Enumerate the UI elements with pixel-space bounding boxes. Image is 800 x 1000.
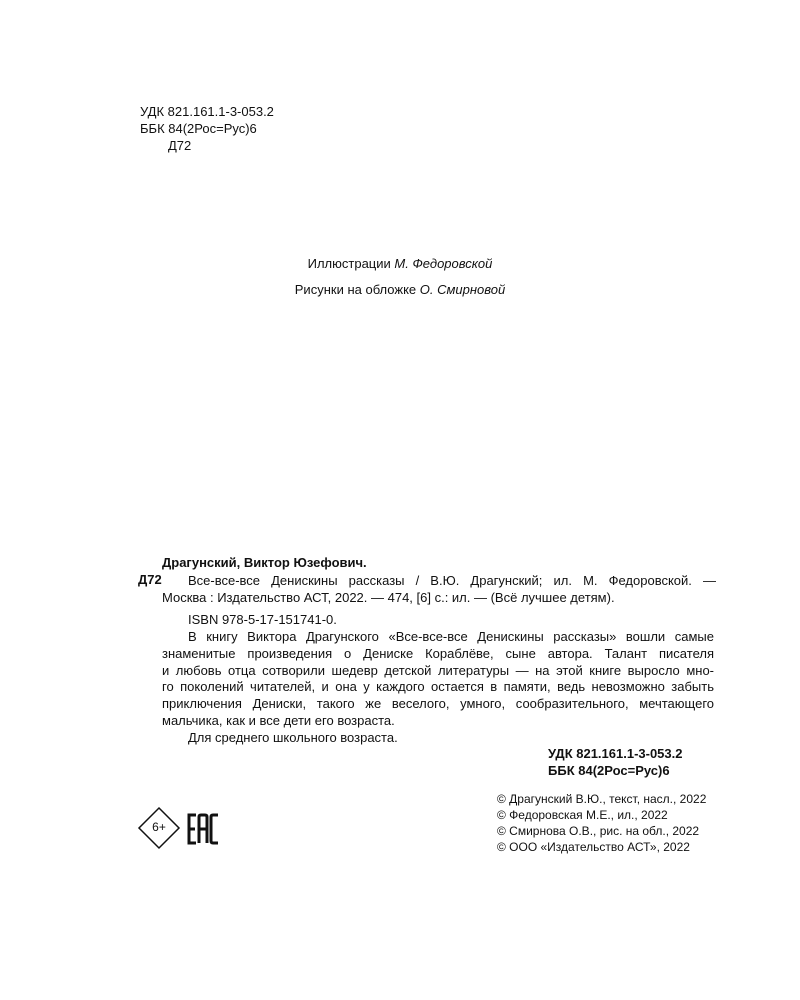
annotation-line: приключения Дениски, такого же веселого, умного, сообразительного, мечтающего	[162, 696, 714, 712]
udk-code: УДК 821.161.1-3-053.2	[140, 104, 274, 119]
cover-credit	[0, 282, 800, 297]
cover-label: Рисунки на обложке	[294, 282, 417, 297]
catalog-code: Д72	[138, 572, 162, 587]
cover-name: О. Смирновой	[419, 282, 506, 297]
eac-mark	[187, 813, 223, 845]
copyright-line: © ООО «Издательство АСТ», 2022	[497, 840, 690, 854]
annotation-line: го поколений читателей, и она у каждого остается в памяти, ведь невозможно забыть	[162, 679, 714, 695]
copyright-line: © Федоровская М.Е., ил., 2022	[497, 808, 668, 822]
copyright-block	[497, 791, 706, 855]
catalog-description-2	[162, 589, 716, 606]
annotation-line: и любовь отца сотворили шедевр детской литературы — на этой книге выросло мно-	[162, 662, 714, 678]
age-rating-badge	[137, 806, 181, 850]
illustrations-credit	[0, 256, 800, 271]
age-note: Для среднего школьного возраста.	[188, 729, 398, 745]
annotation-line: знаменитые произведения о Дениске Кораблёве, сыне автора. Талант писателя	[162, 645, 714, 661]
catalog-line-1: Все-все-все Денискины рассказы / В.Ю. Драгунский; ил. М. Федоровской. —	[188, 573, 716, 588]
bbk-code: ББК 84(2Рос=Рус)6	[140, 121, 257, 136]
copyright-line: © Драгунский В.Ю., текст, насл., 2022	[497, 792, 707, 806]
catalog-line-2: Москва : Издательство АСТ, 2022. — 474, [6] с.: ил. — (Всё лучшее детям).	[162, 590, 615, 605]
eac-logo-icon	[187, 813, 223, 845]
age-rating-label: 6+	[152, 820, 166, 834]
copyright-line: © Смирнова О.В., рис. на обл., 2022	[497, 824, 700, 838]
bbk-bold: ББК 84(2Рос=Рус)6	[548, 763, 670, 778]
illustrations-name: М. Федоровской	[394, 256, 493, 271]
isbn: ISBN 978-5-17-151741-0.	[188, 612, 337, 627]
catalog-author: Драгунский, Виктор Юзефович.	[162, 555, 367, 570]
illustrations-label: Иллюстрации	[307, 256, 391, 271]
annotation-line: мальчика, как и все дети его возраста.	[162, 712, 395, 728]
annotation	[162, 629, 714, 747]
top-codes	[140, 103, 274, 154]
annotation-line: В книгу Виктора Драгунского «Все-все-все Денискины рассказы» вошли самые	[188, 629, 714, 644]
udk-bold: УДК 821.161.1-3-053.2	[548, 746, 683, 761]
author-sign-code: Д72	[168, 138, 192, 153]
catalog-description	[188, 572, 716, 589]
catalog-codes-bold	[548, 745, 683, 779]
